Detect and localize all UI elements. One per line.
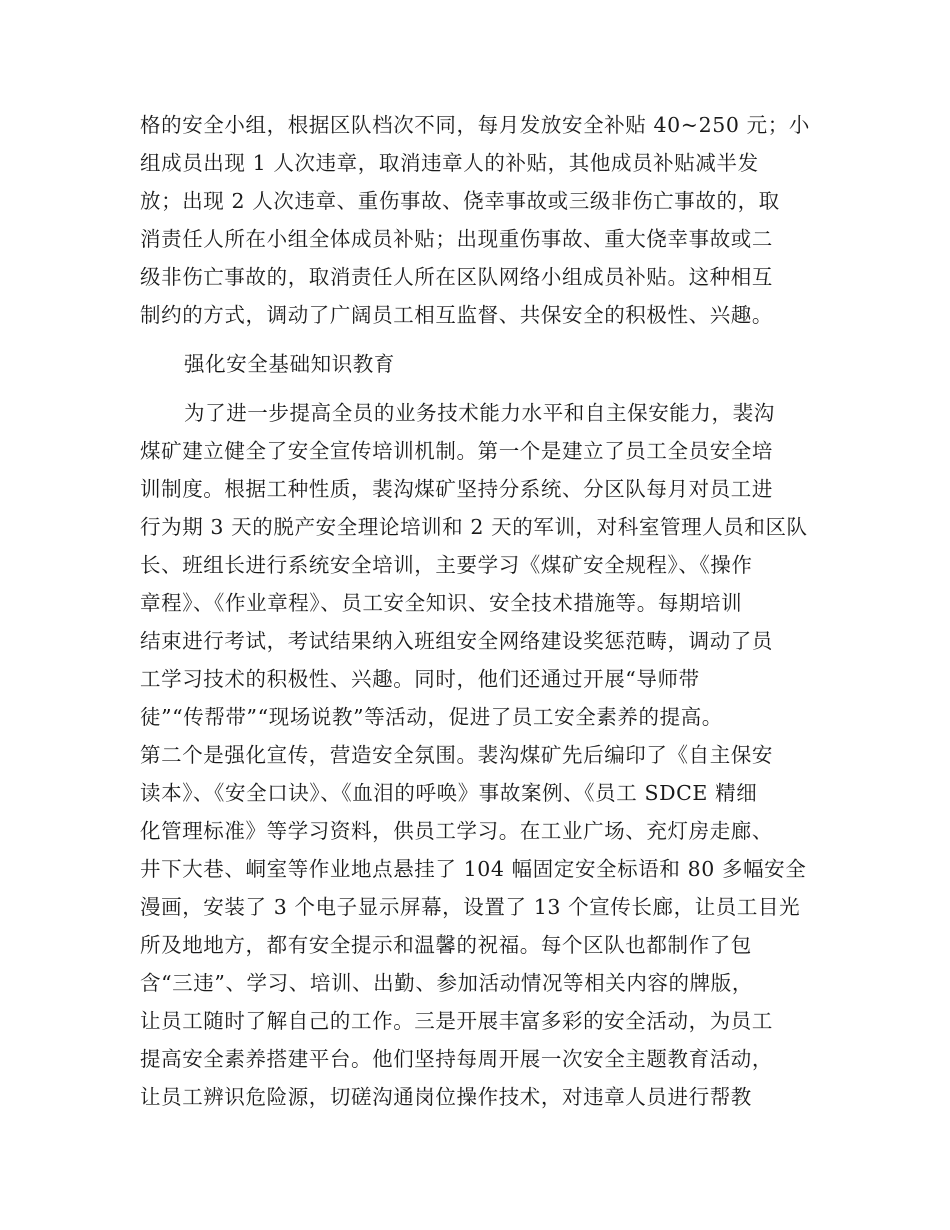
paragraph-line: 结束进行考试，考试结果纳入班组安全网络建设奖惩范畴，调动了员 — [140, 629, 773, 653]
paragraph-line: 组成员出现 1 人次违章，取消违章人的补贴，其他成员补贴减半发 — [140, 151, 759, 175]
paragraph-line: 章程》、《作业章程》、员工安全知识、安全技术措施等。每期培训 — [140, 591, 743, 615]
paragraph-line: 读本》、《安全口诀》、《血泪的呼唤》事故案例、《员工 SDCE 精细 — [140, 781, 758, 805]
paragraph-line: 级非伤亡事故的，取消责任人所在区队网络小组成员补贴。这种相互 — [140, 265, 773, 289]
paragraph-line: 训制度。根据工种性质，裴沟煤矿坚持分系统、分区队每月对员工进 — [140, 477, 773, 501]
paragraph-line: 含“三违”、学习、培训、出勤、参加活动情况等相关内容的牌版， — [140, 971, 753, 995]
paragraph-line: 漫画，安装了 3 个电子显示屏幕，设置了 13 个宣传长廊，让员工目光 — [140, 895, 801, 919]
paragraph-line: 让员工辨识危险源，切磋沟通岗位操作技术，对违章人员进行帮教 — [140, 1085, 752, 1109]
paragraph-line: 徒”“传帮带”“现场说教”等活动，促进了员工安全素养的提高。 — [140, 705, 723, 729]
paragraph-line: 所及地地方，都有安全提示和温馨的祝福。每个区队也都制作了包 — [140, 933, 752, 957]
paragraph-line: 制约的方式，调动了广阔员工相互监督、共保安全的积极性、兴趣。 — [140, 303, 773, 327]
paragraph-line: 格的安全小组，根据区队档次不同，每月发放安全补贴 40~250 元；小 — [140, 113, 810, 137]
paragraph-line: 放；出现 2 人次违章、重伤事故、侥幸事故或三级非伤亡事故的，取 — [140, 189, 780, 213]
section-heading: 强化安全基础知识教育 — [184, 352, 395, 376]
paragraph-line: 第二个是强化宣传，营造安全氛围。裴沟煤矿先后编印了《自主保安 — [140, 743, 773, 767]
paragraph-line: 消责任人所在小组全体成员补贴；出现重伤事故、重大侥幸事故或二 — [140, 227, 773, 251]
paragraph-line: 井下大巷、峒室等作业地点悬挂了 104 幅固定安全标语和 80 多幅安全 — [140, 857, 807, 881]
paragraph-line: 长、班组长进行系统安全培训，主要学习《煤矿安全规程》、《操作 — [140, 553, 753, 577]
paragraph-line: 行为期 3 天的脱产安全理论培训和 2 天的军训，对科室管理人员和区队 — [140, 515, 808, 539]
paragraph-line: 为了进一步提高全员的业务技术能力水平和自主保安能力，裴沟 — [184, 401, 775, 425]
paragraph-line: 提高安全素养搭建平台。他们坚持每周开展一次安全主题教育活动， — [140, 1047, 773, 1071]
paragraph-line: 化管理标准》等学习资料，供员工学习。在工业广场、充灯房走廊、 — [140, 819, 773, 843]
paragraph-line: 煤矿建立健全了安全宣传培训机制。第一个是建立了员工全员安全培 — [140, 439, 773, 463]
paragraph-line: 工学习技术的积极性、兴趣。同时，他们还通过开展“导师带 — [140, 667, 700, 691]
paragraph-line: 让员工随时了解自己的工作。三是开展丰富多彩的安全活动，为员工 — [140, 1009, 773, 1033]
